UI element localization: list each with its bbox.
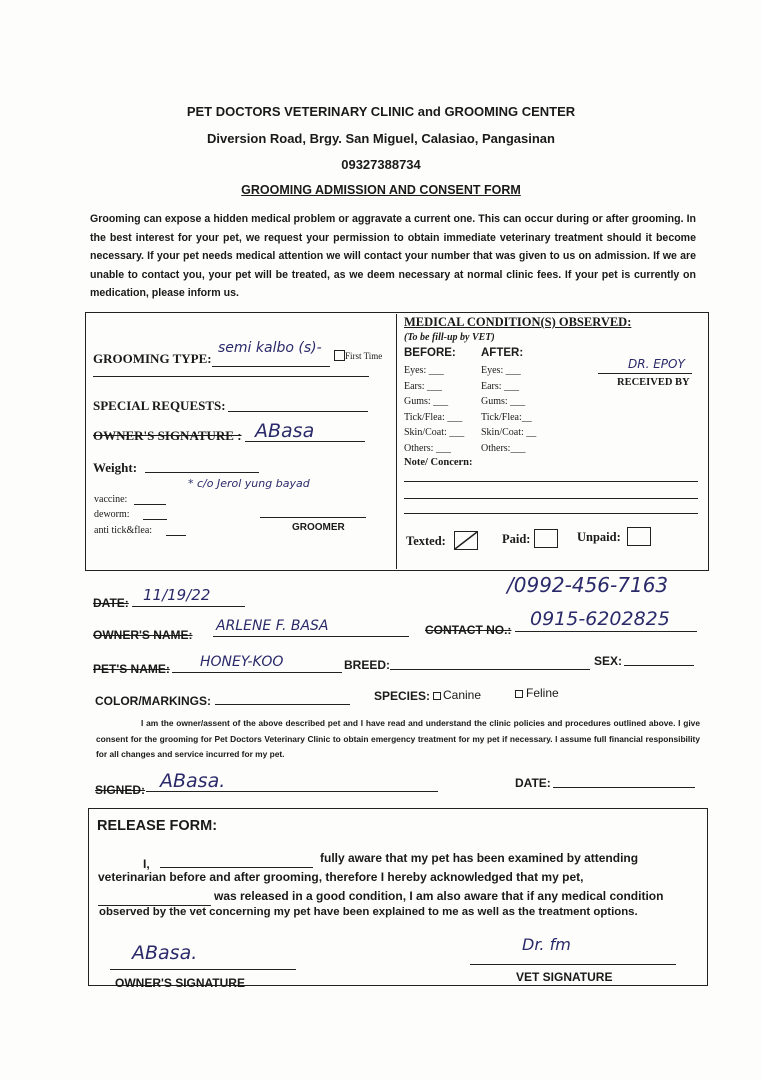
breed-label: BREED:	[344, 658, 391, 672]
date-value: 11/19/22	[143, 586, 211, 604]
before-items	[404, 363, 464, 457]
after-others: Others:___	[481, 442, 526, 454]
unpaid-label: Unpaid:	[577, 530, 621, 544]
medical-title: MEDICAL CONDITION(S) OBSERVED:	[404, 315, 632, 329]
date-label: DATE:	[93, 596, 129, 610]
release-vet-sig-value: Dr. fm	[522, 935, 571, 954]
grooming-type-value: semi kalbo (s)-	[218, 340, 322, 356]
received-by-value: DR. EPOY	[628, 357, 685, 371]
species-label: SPECIES:	[374, 689, 431, 703]
before-tick: Tick/Flea: ___	[404, 411, 463, 423]
date-field[interactable]	[132, 606, 245, 607]
release-vet-sig-label: VET SIGNATURE	[516, 970, 613, 984]
vaccine-field[interactable]	[134, 504, 166, 505]
release-i-label: I,	[143, 857, 150, 871]
intro-paragraph: Grooming can expose a hidden medical problem or aggravate a current one. This can occur during or after grooming. In the best interest for your pet, we request your permission to obtain immediate veterinary treatment should it become necessary. If your pet needs medical attention we will contact your number that was given to us on admission. If we are unable to contact you, your pet will be treated, as we deem necessary at normal clinic fees. If your pet is currently on medication, please inform us.	[90, 213, 696, 300]
extra-contact-number: /0992-456-7163	[507, 573, 669, 597]
owner-name-value: ARLENE F. BASA	[216, 618, 329, 634]
breed-field[interactable]	[390, 669, 590, 670]
contact-field[interactable]	[515, 631, 697, 632]
grooming-type-field[interactable]	[212, 366, 330, 367]
release-owner-sig-value: ABasa.	[132, 942, 198, 964]
release-owner-sig-line[interactable]	[110, 969, 296, 970]
groomer-label: GROOMER	[292, 522, 345, 533]
sex-field[interactable]	[624, 665, 694, 666]
medical-subtitle: (To be fill-up by VET)	[404, 332, 495, 343]
grooming-type-label: GROOMING TYPE:	[93, 351, 212, 366]
clinic-address: Diversion Road, Brgy. San Miguel, Calasiao, Pangasinan	[207, 131, 555, 146]
received-by-label: RECEIVED BY	[617, 377, 690, 388]
note-concern-label: Note/ Concern:	[404, 457, 473, 468]
texted-label: Texted:	[406, 534, 446, 548]
after-skin: Skin/Coat: __	[481, 427, 537, 439]
color-markings-label: COLOR/MARKINGS:	[95, 694, 211, 708]
feline-label: Feline	[526, 686, 559, 700]
release-title: RELEASE FORM:	[97, 818, 218, 834]
release-vet-sig-line[interactable]	[470, 964, 676, 965]
before-others: Others: ___	[404, 442, 451, 454]
before-eyes: Eyes: ___	[404, 365, 444, 376]
release-text-3: was released in a good condition, I am also aware that if any medical condition	[214, 889, 664, 903]
release-owner-sig-label: OWNER'S SIGNATURE	[115, 976, 245, 990]
checked-mark-icon	[455, 532, 477, 549]
grooming-type-line2[interactable]	[93, 376, 369, 377]
deworm-field[interactable]	[143, 519, 167, 520]
signed-date-label: DATE:	[515, 776, 551, 790]
anti-tick-field[interactable]	[166, 535, 186, 536]
first-time-checkbox[interactable]	[334, 350, 345, 361]
signed-label: SIGNED:	[95, 783, 146, 797]
after-items	[481, 363, 536, 457]
paid-checkbox[interactable]	[534, 529, 558, 548]
note-line-2[interactable]	[404, 498, 698, 499]
release-text-1: fully aware that my pet has been examined by attending	[320, 851, 639, 865]
signed-date-field[interactable]	[553, 787, 695, 788]
canine-label: Canine	[443, 688, 482, 702]
pet-name-field[interactable]	[172, 672, 342, 673]
special-requests-label: SPECIAL REQUESTS:	[93, 398, 226, 413]
release-text-4: observed by the vet concerning my pet have been explained to me as well as the treatment options.	[99, 906, 638, 918]
canine-checkbox[interactable]	[433, 692, 441, 700]
after-gums: Gums: ___	[481, 396, 526, 408]
before-skin: Skin/Coat: ___	[404, 427, 465, 439]
received-by-line[interactable]	[598, 373, 692, 374]
after-ears: Ears: ___	[481, 380, 520, 392]
before-ears: Ears: ___	[404, 380, 443, 392]
note-line-1[interactable]	[404, 481, 698, 482]
after-label: AFTER:	[481, 347, 524, 359]
clinic-name: PET DOCTORS VETERINARY CLINIC and GROOMING CENTER	[186, 104, 576, 119]
first-time-label: First Time	[345, 351, 383, 361]
before-gums: Gums: ___	[404, 396, 449, 408]
owner-signature-value: ABasa	[255, 420, 315, 442]
note-line-3[interactable]	[404, 513, 698, 514]
contact-label: CONTACT NO.:	[425, 623, 512, 637]
after-tick: Tick/Flea:__	[481, 411, 532, 423]
before-label: BEFORE:	[404, 347, 456, 359]
weight-label: Weight:	[93, 460, 138, 475]
after-eyes: Eyes: ___	[481, 365, 521, 376]
anti-tick-label: anti tick&flea:	[94, 525, 153, 536]
payment-note: * c/o Jerol yung bayad	[188, 477, 310, 490]
owner-signature-label: OWNER'S SIGNATURE :	[93, 428, 242, 443]
paid-label: Paid:	[502, 532, 531, 546]
unpaid-checkbox[interactable]	[627, 527, 651, 546]
contact-value: 0915-6202825	[530, 608, 670, 630]
deworm-label: deworm:	[94, 509, 130, 520]
sex-label: SEX:	[594, 654, 623, 668]
release-name-field[interactable]	[160, 867, 313, 868]
vaccine-label: vaccine:	[94, 494, 128, 505]
color-markings-field[interactable]	[215, 704, 350, 705]
groomer-line[interactable]	[260, 517, 366, 518]
consent-paragraph: I am the owner/assent of the above described pet and I have read and understand the clinic policies and procedures outlined above. I give consent for the grooming for Pet Doctors Veterinary Clinic to obtain emergency treatment for my pet if necessary. I assume full financial responsibility for all changes and service incurred for my pet.	[96, 718, 700, 759]
signed-value: ABasa.	[160, 770, 226, 792]
weight-field[interactable]	[145, 472, 259, 473]
owner-name-label: OWNER'S NAME:	[93, 628, 193, 642]
owner-name-field[interactable]	[213, 636, 409, 637]
pet-name-value: HONEY-KOO	[200, 654, 284, 670]
box-divider	[396, 314, 397, 569]
release-text-2: veterinarian before and after grooming, therefore I hereby acknowledged that my pet,	[98, 870, 584, 884]
pet-name-label: PET'S NAME:	[93, 662, 170, 676]
feline-checkbox[interactable]	[515, 690, 523, 698]
texted-checkbox[interactable]	[454, 531, 478, 550]
form-title: GROOMING ADMISSION AND CONSENT FORM	[241, 183, 521, 197]
clinic-phone: 09327388734	[341, 157, 421, 172]
special-requests-field[interactable]	[228, 411, 368, 412]
